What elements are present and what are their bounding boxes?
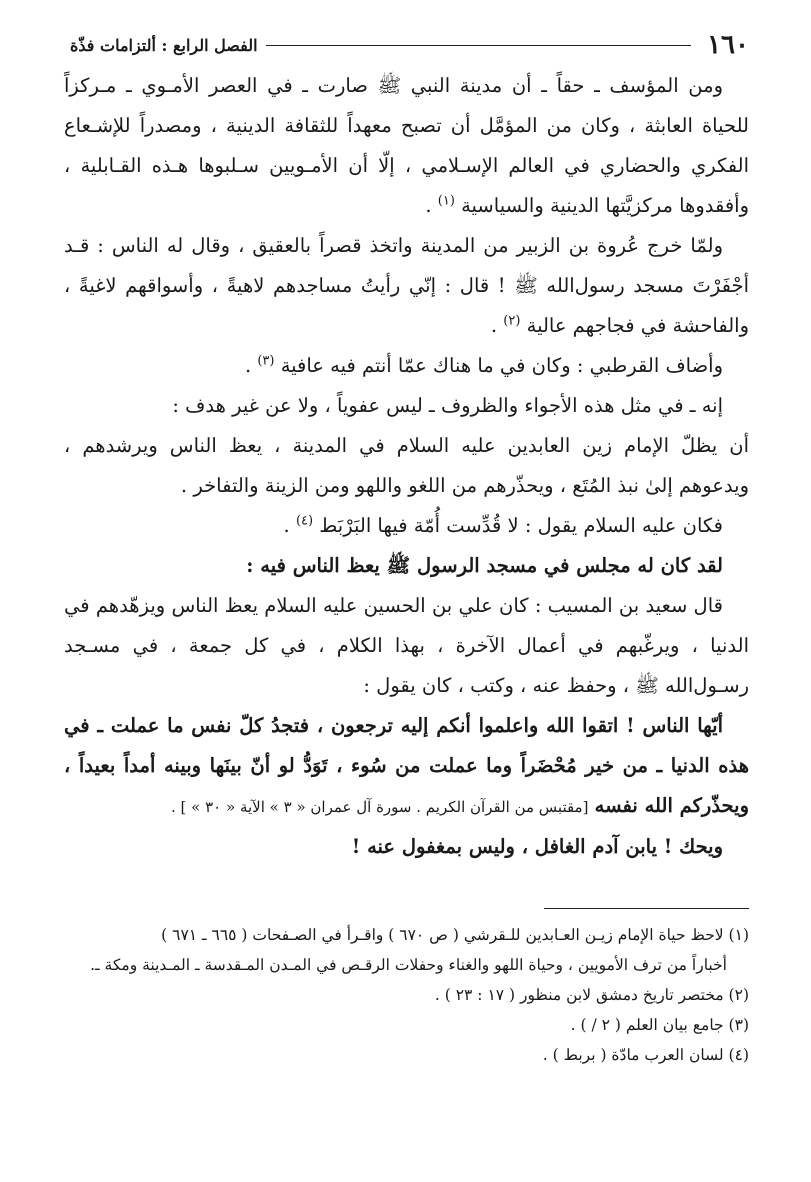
quote-text: أيّها الناس ! اتقوا الله واعلموا أنكم إليه ترجعون ، فتجدُ كلّ نفس ما عملت ـ في هذه الدنيا ـ من خير مُحْضَراً وما عملت من سُوء ، تَوَدُّ لو أنّ بينَها وبينه أمداً بعيداً ، ويحذّركم الله نفسه	[64, 714, 749, 817]
quran-citation: [مقتبس من القرآن الكريم . سورة آل عمران « ٣ » الآية « ٣٠ » ] .	[171, 798, 589, 816]
footnote-ref: (١)	[437, 193, 455, 209]
header-rule	[266, 45, 692, 46]
page-header	[70, 28, 749, 62]
footnote: (٤) لسان العرب مادّة ( بربط ) .	[542, 1046, 749, 1064]
footnote-continuation: أخباراً من ترف الأمويين ، وحياة اللهو والغناء وحفلات الرقـص في المـدن المـقدسة ـ المـدينة ومكة ـ.	[90, 956, 727, 974]
footnote: (٣) جامع بيان العلم ( ٢ / ) .	[570, 1016, 749, 1034]
footnote: (٢) مختصر تاريخ دمشق لابن منظور ( ١٧ : ٢٣ ) .	[434, 986, 749, 1004]
footnote-ref: (٤)	[295, 513, 314, 529]
body-text	[64, 66, 749, 867]
page-number: ١٦٠	[707, 30, 749, 60]
paragraph: ومن المؤسف ـ حقاً ـ أن مدينة النبي ﷺ صارت ـ في العصر الأمـوي ـ مـركزاً للحياة العابثة ، وكان من المؤمَّل أن تصبح معهداً للثقافة الدينية ، ومصدراً للإشـعاع الفكري والحضاري في العالم الإسـلامي ، إلّا أن الأمـويين سـلبوها هـذه القـابلية ، وأفقدوها مركزيَّتها الدينية والسياسية $^{(١)}$ .	[64, 74, 749, 217]
paragraph: لقد كان له مجلس في مسجد الرسول ﷺ يعظ الناس فيه :	[246, 554, 723, 577]
quote-paragraph	[64, 706, 749, 827]
paragraph-text: فكان عليه السلام يقول : لا قُدِّست أُمّة فيها البَرْبَط	[319, 514, 723, 537]
footnote-ref: (٣)	[257, 353, 275, 369]
paragraph-text: ومن المؤسف ـ حقاً ـ أن مدينة النبي ﷺ صارت ـ في العصر الأمـوي ـ مـركزاً للحياة العابثة ، وكان من المؤمَّل أن تصبح معهداً للثقافة الدينية ، ومصدراً للإشـعاع الفكري والحضاري في العالم الإسـلامي ، إلّا أن الأمـويين سـلبوها هـذه القـابلية ، وأفقدوها مركزيَّتها الدينية والسياسية	[64, 74, 749, 217]
footnotes	[64, 920, 749, 1070]
running-title: الفصل الرابع : ألتزامات فذّة	[70, 35, 258, 55]
paragraph: أن يظلّ الإمام زين العابدين عليه السلام في المدينة ، يعظ الناس ويرشدهم ، ويدعوهم إلىٰ نبذ المُتَع ، ويحذّرهم من اللغو واللهو ومن الزينة والتفاخر .	[64, 434, 749, 497]
paragraph: ولمّا خرج عُروة بن الزبير من المدينة واتخذ قصراً بالعقيق ، وقال له الناس : قـد أجْفَرْتَ مسجد رسول‌الله ﷺ ! قال : إنّي رأيتُ مساجدهم لاهيةً ، وأسواقهم لاغيةً ، والفاحشة في فجاجهم عالية $^{(٢)}$ .	[64, 234, 749, 337]
paragraph: إنه ـ في مثل هذه الأجواء والظروف ـ ليس عفوياً ، ولا عن غير هدف :	[172, 394, 723, 417]
footnote-ref: (٢)	[503, 313, 521, 329]
paragraph: فكان عليه السلام يقول : لا قُدِّست أُمّة فيها البَرْبَط $^{(٤)}$ .	[283, 513, 723, 537]
paragraph: قال سعيد بن المسيب : كان علي بن الحسين عليه السلام يعظ الناس ويزهّدهم في الدنيا ، ويرغّبهم في أعمال الآخرة ، بهذا الكلام ، في كل جمعة ، في مسـجد رسـول‌الله ﷺ ، وحفظ عنه ، وكتب ، كان يقول :	[64, 594, 749, 697]
paragraph: ويحك ! يابن آدم الغافل ، وليس بمغفول عنه !	[351, 835, 723, 858]
paragraph-text: ولمّا خرج عُروة بن الزبير من المدينة واتخذ قصراً بالعقيق ، وقال له الناس : قـد أجْفَرْتَ مسجد رسول‌الله ﷺ ! قال : إنّي رأيتُ مساجدهم لاهيةً ، وأسواقهم لاغيةً ، والفاحشة في فجاجهم عالية	[64, 234, 749, 337]
paragraph-text: وأضاف القرطبي : وكان في ما هناك عمّا أنتم فيه عافية	[280, 354, 723, 377]
paragraph: وأضاف القرطبي : وكان في ما هناك عمّا أنتم فيه عافية $^{(٣)}$ .	[244, 353, 723, 377]
footnote-rule	[544, 908, 749, 909]
footnote: (١) لاحظ حياة الإمام زيـن العـابدين للـقرشي ( ص ٦٧٠ ) واقـرأ في الصـفحات ( ٦٦٥ ـ ٦٧١ )	[161, 926, 749, 944]
